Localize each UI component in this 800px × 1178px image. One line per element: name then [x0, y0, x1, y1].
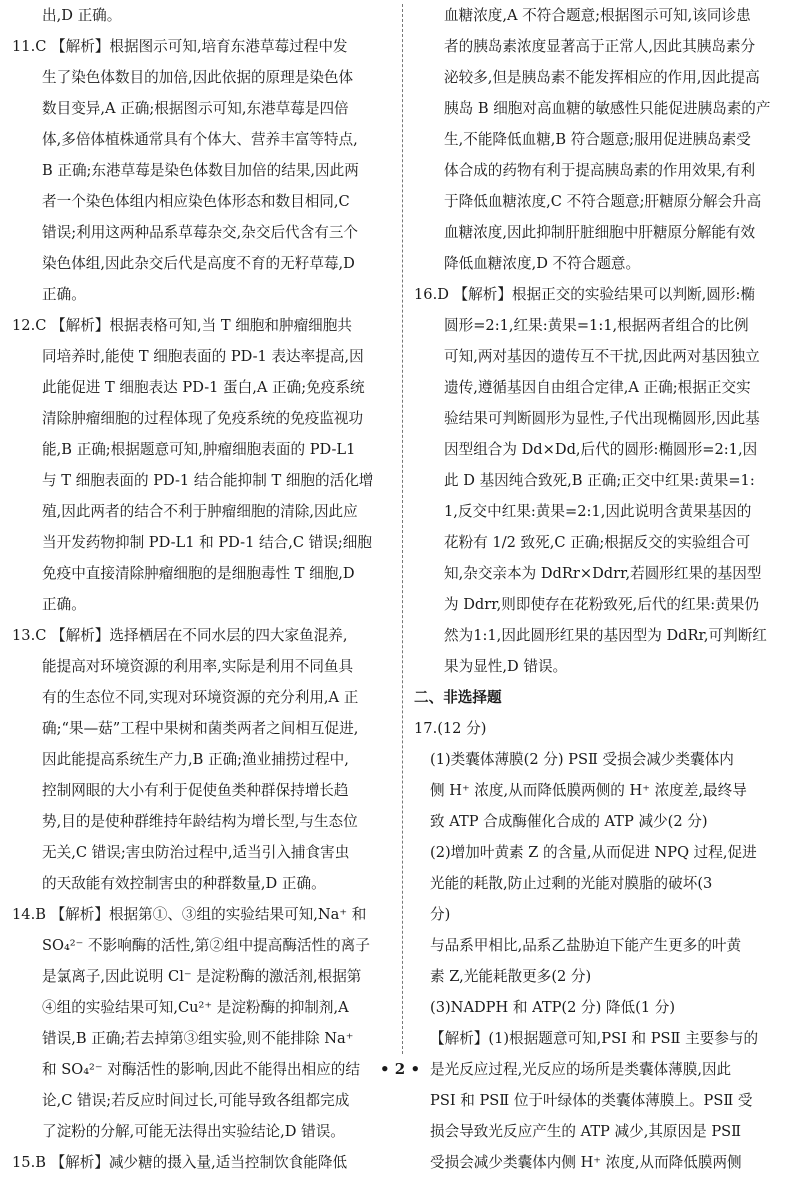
text-line: PSⅠ 和 PSⅡ 位于叶绿体的类囊体薄膜上。PSⅡ 受 — [430, 1092, 753, 1109]
text-line: 果为显性,D 错误。 — [444, 658, 568, 675]
left-column — [12, 0, 394, 1178]
text-line: 与品系甲相比,品系乙盐胁迫下能产生更多的叶黄 — [430, 937, 742, 954]
text-line: (1)类囊体薄膜(2 分) PSⅡ 受损会减少类囊体内 — [430, 751, 734, 768]
text-line: 血糖浓度,因此抑制肝脏细胞中肝糖原分解能有效 — [444, 224, 756, 241]
text-line: 于降低血糖浓度,C 不符合题意;肝糖原分解会升高 — [444, 193, 762, 210]
text-line: 12.C 【解析】根据表格可知,当 T 细胞和肿瘤细胞共 — [12, 317, 352, 334]
text-line: 无关,C 错误;害虫防治过程中,适当引入捕食害虫 — [42, 844, 350, 861]
text-line: 与 T 细胞表面的 PD-1 结合能抑制 T 细胞的活化增 — [42, 472, 374, 489]
text-line: 验结果可判断圆形为显性,子代出现椭圆形,因此基 — [444, 410, 760, 427]
text-line: 清除肿瘤细胞的过程体现了免疫系统的免疫监视功 — [42, 410, 364, 427]
text-line: 殖,因此两者的结合不利于肿瘤细胞的清除,因此应 — [42, 503, 358, 520]
text-line: 者的胰岛素浓度显著高于正常人,因此其胰岛素分 — [444, 38, 756, 55]
text-line: SO₄²⁻ 不影响酶的活性,第②组中提高酶活性的离子 — [42, 937, 370, 954]
text-line: 可知,两对基因的遗传互不干扰,因此两对基因独立 — [444, 348, 760, 365]
text-line: 光能的耗散,防止过剩的光能对膜脂的破坏(3 — [430, 875, 713, 892]
text-line: 因型组合为 Dd×Dd,后代的圆形:椭圆形=2:1,因 — [444, 441, 758, 458]
text-line: 免疫中直接清除肿瘤细胞的是细胞毒性 T 细胞,D — [42, 565, 355, 582]
text-line: 为 Ddrr,则即使存在花粉致死,后代的红果:黄果仍 — [444, 596, 759, 613]
text-line: 生了染色体数目的加倍,因此依据的原理是染色体 — [42, 69, 354, 86]
text-line: 13.C 【解析】选择栖居在不同水层的四大家鱼混养, — [12, 627, 348, 644]
text-line: 15.B 【解析】减少糖的摄入量,适当控制饮食能降低 — [12, 1154, 348, 1171]
text-line: 正确。 — [42, 286, 86, 303]
text-line: 此 D 基因纯合致死,B 正确;正交中红果:黄果=1: — [444, 472, 755, 489]
text-line: 确;“果—菇”工程中果树和菌类两者之间相互促进, — [42, 720, 359, 737]
text-line: 了淀粉的分解,可能无法得出实验结论,D 错误。 — [42, 1123, 345, 1140]
text-line: 降低血糖浓度,D 不符合题意。 — [444, 255, 641, 272]
text-line: 当开发药物抑制 PD-L1 和 PD-1 结合,C 错误;细胞 — [42, 534, 372, 551]
text-line: 同培养时,能使 T 细胞表面的 PD-1 表达率提高,因 — [42, 348, 364, 365]
text-line: (2)增加叶黄素 Z 的含量,从而促进 NPQ 过程,促进 — [430, 844, 757, 861]
text-line: 分) — [430, 906, 451, 923]
text-line: 体,多倍体植株通常具有个体大、营养丰富等特点, — [42, 131, 358, 148]
text-line: B 正确;东港草莓是染色体数目加倍的结果,因此两 — [42, 162, 359, 179]
text-line: 者一个染色体组内相应染色体形态和数目相同,C — [42, 193, 350, 210]
text-line: 正确。 — [42, 596, 86, 613]
text-line: 然为1:1,因此圆形红果的基因型为 DdRr,可判断红 — [444, 627, 767, 644]
text-line: 此能促进 T 细胞表达 PD-1 蛋白,A 正确;免疫系统 — [42, 379, 365, 396]
text-line: 胰岛 B 细胞对高血糖的敏感性只能促进胰岛素的产 — [444, 100, 771, 117]
text-line: 泌较多,但是胰岛素不能发挥相应的作用,因此提高 — [444, 69, 760, 86]
text-line: 的天敌能有效控制害虫的种群数量,D 正确。 — [42, 875, 326, 892]
text-line: 16.D 【解析】根据正交的实验结果可以判断,圆形:椭 — [414, 286, 755, 303]
text-line: 侧 H⁺ 浓度,从而降低膜两侧的 H⁺ 浓度差,最终导 — [430, 782, 747, 799]
text-line: 是光反应过程,光反应的场所是类囊体薄膜,因此 — [430, 1061, 732, 1078]
text-line: 有的生态位不同,实现对环境资源的充分利用,A 正 — [42, 689, 359, 706]
column-divider — [402, 4, 403, 1054]
text-line: 数目变异,A 正确;根据图示可知,东港草莓是四倍 — [42, 100, 349, 117]
text-line: 受损会减少类囊体内侧 H⁺ 浓度,从而降低膜两侧 — [430, 1154, 742, 1171]
text-line: 能,B 正确;根据题意可知,肿瘤细胞表面的 PD-L1 — [42, 441, 356, 458]
text-line: 能提高对环境资源的利用率,实际是利用不同鱼具 — [42, 658, 354, 675]
text-line: 遗传,遵循基因自由组合定律,A 正确;根据正交实 — [444, 379, 751, 396]
text-line: 出,D 正确。 — [42, 7, 122, 24]
page-number: • 2 • — [379, 1060, 421, 1078]
text-line: 是氯离子,因此说明 Cl⁻ 是淀粉酶的激活剂,根据第 — [42, 968, 362, 985]
text-line: 1,反交中红果:黄果=2:1,因此说明含黄果基因的 — [444, 503, 752, 520]
text-line: 知,杂交亲本为 DdRr×Ddrr,若圆形红果的基因型 — [444, 565, 762, 582]
right-column — [414, 0, 790, 1178]
text-line: 素 Z,光能耗散更多(2 分) — [430, 968, 592, 985]
text-line: 生,不能降低血糖,B 符合题意;服用促进胰岛素受 — [444, 131, 751, 148]
text-line: 势,目的是使种群维持年龄结构为增长型,与生态位 — [42, 813, 358, 830]
text-line: 控制网眼的大小有利于促使鱼类种群保持增长趋 — [42, 782, 349, 799]
text-line: 损会导致光反应产生的 ATP 减少,其原因是 PSⅡ — [430, 1123, 742, 1140]
text-line: 花粉有 1/2 致死,C 正确;根据反交的实验组合可 — [444, 534, 751, 551]
text-line: 11.C 【解析】根据图示可知,培育东港草莓过程中发 — [12, 38, 348, 55]
text-line: 染色体组,因此杂交后代是高度不育的无籽草莓,D — [42, 255, 355, 272]
text-line: 体合成的药物有利于提高胰岛素的作用效果,有利 — [444, 162, 756, 179]
text-line: 错误,B 正确;若去掉第③组实验,则不能排除 Na⁺ — [42, 1030, 354, 1047]
text-line: 【解析】(1)根据题意可知,PSⅠ 和 PSⅡ 主要参与的 — [430, 1030, 759, 1047]
text-line: 错误;利用这两种品系草莓杂交,杂交后代含有三个 — [42, 224, 359, 241]
text-line: 14.B 【解析】根据第①、③组的实验结果可知,Na⁺ 和 — [12, 906, 367, 923]
text-line: 论,C 错误;若反应时间过长,可能导致各组都完成 — [42, 1092, 350, 1109]
text-line: 因此能提高系统生产力,B 正确;渔业捕捞过程中, — [42, 751, 349, 768]
text-line: 17.(12 分) — [414, 720, 487, 737]
text-line: ④组的实验结果可知,Cu²⁺ 是淀粉酶的抑制剂,A — [42, 999, 349, 1016]
text-line: 致 ATP 合成酶催化合成的 ATP 减少(2 分) — [430, 813, 708, 830]
text-line: (3)NADPH 和 ATP(2 分) 降低(1 分) — [430, 999, 676, 1016]
text-line: 血糖浓度,A 不符合题意;根据图示可知,该同诊患 — [444, 7, 751, 24]
text-line: 二、非选择题 — [414, 689, 502, 706]
text-line: 和 SO₄²⁻ 对酶活性的影响,因此不能得出相应的结 — [42, 1061, 360, 1078]
text-line: 圆形=2:1,红果:黄果=1:1,根据两者组合的比例 — [444, 317, 749, 334]
